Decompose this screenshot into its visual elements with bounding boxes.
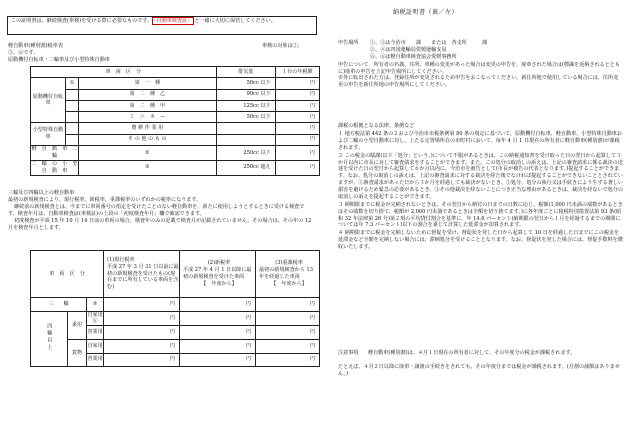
table-row [31,311,320,326]
caution-text-1: 軽自動車(種別割)は、４月１日現在の所有者に対して、その年度分の税金が課税されます。 [368,350,576,356]
inquiry-line: ①、⑤は今治市 課 または 各支所 課 [370,40,488,46]
inspection-scope-note-2: ⑤、⑥です。 [8,50,39,56]
row-mark [66,100,79,111]
tax-table-two-wheel [30,66,320,176]
page-title: 納税証明書（裏／左） [393,9,459,16]
row-use: 営業用 [87,326,104,340]
legal-item: ２ この税金の賦課(以下「処分」という。)について不服があるときは、この納税通知書を受け取った日の翌日から起算して３か月以内に市長に対して審査請求をすることができます。また、この処分の取消しの訴えは、上記の審査請求に係る裁決の送達を受けた日の翌日から起算して６か月以内に、今治市を被告として(市長が被告の代表となります。)提起することができます。なお、処分の取消しの訴えは、上記の審査請求に対する裁決を経た後でなければ提起することができないこととされていますが、①審査請求があった日から３か月を経過しても裁決がないとき、②処分、処分の執行又は手続きにより生ずる著しい損害を避けるため緊急の必要があるとき、③その他裁決を経ないことにつき正当な理由があるときは、裁決を経ないで処分の取消しの訴えを提起することができます。 [338,152,623,200]
row-name: そ の 他 の も の [79,134,217,145]
row-cc: 50cc 以下 [216,78,275,89]
caution-label: 注意事項 [338,350,359,356]
row-tax: 円 [275,78,319,89]
header-current-rate: (1)現行税率 平成 27 年 3 月 31 日以前に最初の新規検査を受けたもの(現在までに所有している車両を含む) [104,251,180,298]
header-heavy-rate: (3)重課税率 最初の新規検査から 13 年を経過した車両 【 年度から】 [256,251,320,298]
row-cc: 50cc 以下 [216,112,275,123]
group-label-small-special: 小型特殊自動車 [31,123,66,146]
table-row [31,160,320,175]
inquiry-section [338,40,623,89]
cell-new: 円 [180,298,256,312]
legal-item: １ 地方税法第 442 条の２および今治市市税条例第 80 条の規定に基づいて、原動機付自転車、軽自動車、小型特殊自動車および二輪の小型自動車に対し、上たる定置場所在の市町村において、毎年 4 月 1 日現在の所有者に軽自動車(種別割)が課税されます。 [338,131,622,151]
table-row [31,146,320,161]
row-mark: ⑤ [87,298,104,312]
row-name: 二 輪 の 小 型 自 動 車 [31,160,83,174]
legal-basis-list [338,131,623,251]
vehicle-inspection-cert-label: 「自動車検査証」 [154,18,193,24]
inquiry-label: 申告場所 [338,40,359,46]
row-mark: ② [79,146,217,161]
caution-section [338,350,623,357]
cell-heavy: 円 [256,326,320,340]
header-new-rate: (2)新税率 平成 27 年 4 月 1 日以降に最初の新規検査を受けた車両 【 年度から】 [180,251,256,298]
row-tax: 円 [275,134,319,145]
row-mark [66,134,79,145]
notice-text-1: この証明書は、継続検査(車検)を受ける際に必要なものです。 [11,18,153,24]
row-mark [66,112,79,123]
caution-text-2: たとえば、４月２日以降に廃車・譲渡の手続きをされても、その年度分までは税金が課税されます。(月割の減額はありません。) [338,364,620,377]
notice-text-2: と一緒に大切に保管してください。 [194,18,276,24]
table-header-row [31,251,320,298]
cell-new: 円 [180,311,256,326]
cell-heavy: 円 [256,339,320,353]
cell-new: 円 [180,339,256,353]
row-mark [66,123,79,134]
inquiry-note-2: 市外に転出された方は、登録住所が変更されるため申告をおこなってください。新住所地で使用している場合には、住所変更の申告を新住所地の申告場所にしてください。 [338,75,619,89]
row-tax: 円 [275,112,319,123]
row-label-three-wheel: 三 輪 [31,298,87,312]
row-name: 第 一 種 [79,78,217,89]
section2-para-3: 初度検査が平成 15 年 10 月 14 日前の車両の場合、検査年のみの記載で検査月が記載されていません。その場合は、その年の 12 月を検査年月とします。 [8,217,312,231]
row-use: 自家用 [87,339,104,353]
row-use: 自家用 ⑥ [87,311,103,325]
cell-heavy: 円 [256,311,320,326]
inquiry-line: ②、④は四国運輸局愛媛運輸支局 [370,46,447,53]
table-row [31,123,320,134]
notice-box [7,16,317,35]
cell-new: 円 [180,353,256,367]
row-cc [216,134,275,145]
cell-heavy: 円 [256,353,320,367]
group-label-four-wheel: 四輪以上 [31,311,68,367]
cell-current: 円 [104,311,180,326]
cell-new: 円 [180,326,256,340]
table-row [31,134,320,145]
inquiry-note-1: 申告について 所有者の名義、住所、車種の変更があった場合は変更の申告を、廃車された場合は(標識を返納されるとともに)廃車の申告を上記申告場所にしてください。 [338,61,620,75]
cell-current: 円 [104,298,180,312]
header-vehicle-class: 車 両 区 分 [31,251,104,298]
table-header-row [31,67,320,78]
inquiry-line: ⑥、⑥は軽自動車検査協会愛媛事務所 [370,53,457,60]
header-annual-tax: １台の年税額 [275,67,319,78]
sub-label-passenger: 乗用 [67,311,86,339]
row-mark: ③ [79,160,217,175]
row-mark [66,89,79,100]
row-tax: 円 [275,89,319,100]
table-row [31,78,320,89]
row-tax: 円 [275,100,319,111]
row-cc: 125cc 以下 [216,100,275,111]
row-cc [216,123,275,134]
cell-current: 円 [104,339,180,353]
table-row [31,112,320,123]
cell-current: 円 [104,353,180,367]
row-mark: ① [66,78,79,89]
cell-current: 円 [104,326,180,340]
inspection-scope-note: 車検の対象は②、 [262,43,303,49]
table-row [31,100,320,111]
tax-rate-table-title: 軽自動車(種別割)税率表 [8,43,63,49]
table-row [31,339,320,353]
header-displacement: 排気量 [216,67,275,78]
row-use: 営業用 [87,353,104,367]
legal-basis-title: 課税の根拠となる法律、条例など [338,123,415,129]
tax-table-three-four-wheel [30,250,320,367]
table-row [31,89,320,100]
section2-para-2: 継続前の新規検査とは、今までに車両番号の指定を受けたことのない軽自動車を、新たに使用しようとするときに受ける検査です。検査年月は、自動車検査証(車検証)の上段の「初度検査年月」欄で確認できます。 [8,203,305,217]
row-name: ミ ニ カ ー [79,112,217,123]
header-vehicle-class: 車 両 区 分 [31,67,217,78]
row-name: 農 耕 作 業 用 [79,123,217,134]
sub-label-cargo: 貨物 [67,339,86,366]
row-cc: 90cc 以下 [216,89,275,100]
legal-item: ４ 納期限までに税金を完納しないために督促を受け、督促状を発した日から起算して 10 日を経過した日までにこの税金を延滞金など全額を完納しない場合には、滞納処分を受けることとなります。なお、督促状を発した場合には、督促手数料を徴収いたします。 [338,230,623,250]
group-label-motorized: 原動機付自転車 [31,78,66,123]
row-tax: 円 [275,146,319,161]
row-name: 第 二 種 甲 [79,100,217,111]
table-row [31,298,320,312]
row-tax: 円 [275,160,319,175]
row-tax: 円 [275,123,319,134]
row-name: 第 二 種 乙 [79,89,217,100]
legal-item: ３ 納期限までに税金が完納されないときは、その翌日から納付の日までの日数に応じ、税額(1,000 円未満の端数があるときはその端数を切り捨て、税額が 2,000 円未満であるときは全額を切り捨てます。)に各年度ごとに租税特別措置法第 93 条(昭和 32 年法律第 26 号)第２項の平均貸付割合を基準に、年 14.6 パーセント(納期限の翌日から１月を経過するまでの期間については年 7.3 パーセント)以下の割合を乗じて計算した延滞金が加算されます。 [338,201,623,229]
row-name: 軽 自 動 車 二 輪 [31,146,83,159]
section1-title: 原動機付自転車・二輪車及び小型特殊自動車 [8,57,110,63]
cell-heavy: 円 [256,298,320,312]
section2-title: 三輪及び四輪以上の軽自動車 [8,190,75,196]
section2-para-1: 最初の新規検査により、現行税率、新税率、重課税率のいずれかの税率になります。 [8,197,202,203]
row-cc: 250cc 以下 [216,146,275,161]
row-cc: 250cc 超え [216,160,275,175]
section2-body [8,197,313,231]
